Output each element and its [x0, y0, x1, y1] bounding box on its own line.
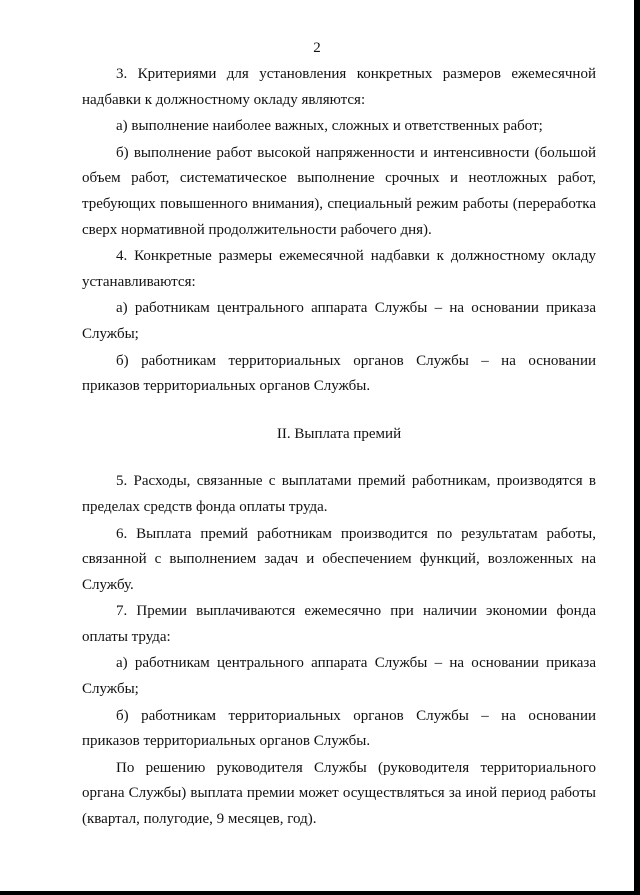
page-number: 2 — [313, 40, 321, 56]
paragraph-3: 3. Критериями для установления конкретных размеров ежемесячной надбавки к должностному окладу являются: — [82, 66, 596, 108]
paragraph-3b: б) выполнение работ высокой напряженности и интенсивности (большой объем работ, систематическое выполнение срочных и неотложных работ, требующих повышенного внимания), специальный режим работы (переработка сверх нормативной продолжительности рабочего дня). — [82, 144, 596, 238]
paragraph-7: 7. Премии выплачиваются ежемесячно при наличии экономии фонда оплаты труда: — [82, 603, 596, 645]
paragraph-7a: а) работникам центрального аппарата Службы – на основании приказа Службы; — [82, 655, 596, 698]
section-heading: II. Выплата премий — [276, 425, 402, 442]
paragraph-5: 5. Расходы, связанные с выплатами премий работникам, производятся в пределах средств фонда оплаты труда. — [82, 473, 596, 515]
paragraph-3a: а) выполнение наиболее важных, сложных и ответственных работ; — [116, 118, 543, 135]
paragraph-7b: б) работникам территориальных органов Службы – на основании приказов территориальных органов Службы. — [82, 707, 596, 750]
paragraph-4a: а) работникам центрального аппарата Службы – на основании приказа Службы; — [82, 300, 596, 342]
paragraph-4b: б) работникам территориальных органов Службы – на основании приказов территориальных органов Службы. — [82, 352, 596, 395]
scan-border-right — [634, 0, 640, 895]
paragraph-6: 6. Выплата премий работникам производится по результатам работы, связанной с выполнением задач и обеспечением функций, возложенных на Службу. — [82, 525, 596, 593]
paragraph-4: 4. Конкретные размеры ежемесячной надбавки к должностному окладу устанавливаются: — [82, 248, 596, 290]
paragraph-7c: По решению руководителя Службы (руководителя территориального органа Службы) выплата премии может осуществляться за иной период работы (квартал, полугодие, 9 месяцев, год). — [82, 759, 596, 828]
scan-border-bottom — [0, 891, 640, 895]
document-body — [82, 62, 596, 833]
